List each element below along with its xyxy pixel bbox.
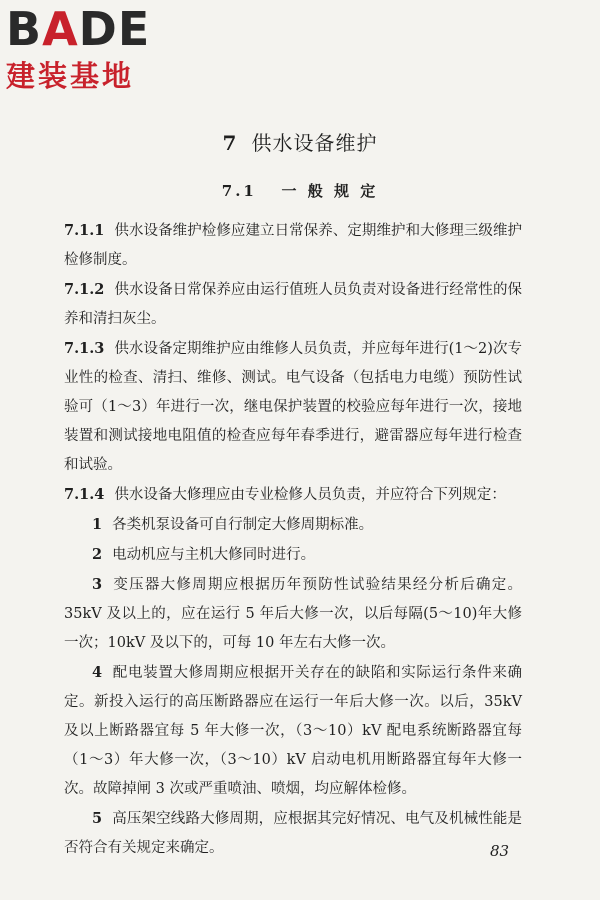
logo-subtitle: 建装基地 (6, 59, 135, 93)
section-title-text: 一 般 规 定 (281, 182, 379, 200)
clause-7-1-4: 7.1.4 供水设备大修理应由专业检修人员负责，并应符合下列规定： (64, 486, 506, 503)
list-item: 4 配电装置大修周期应根据开关存在的缺陷和实际运行条件来确定。新投入运行的高压断路器应在运行一年后大修一次。以后，35kV 及以上断路器宜每 5 年大修一次，（3～10）kV 配电系统断路器宜每（1～3）年大修一次，（3～10）kV 启动电机用断路器宜每年大修一次。故障掉闸 3 次或严重喷油、喷烟，均应解体检修。 (64, 664, 522, 797)
chapter-title-text: 供水设备维护 (251, 131, 378, 155)
logo-wordmark: BADE (6, 2, 151, 56)
section-number: 7.1 (221, 182, 257, 200)
list-item: 3 变压器大修周期应根据历年预防性试验结果经分析后确定。35kV 及以上的，应在运行 5 年后大修一次，以后每隔(5～10)年大修一次；10kV 及以下的，可每 10 年左右大修一次。 (64, 576, 522, 651)
document-body (64, 216, 522, 863)
clause-7-1-3: 7.1.3 供水设备定期维护应由维修人员负责，并应每年进行(1～2)次专业性的检查、清扫、维修、测试。电气设备（包括电力电缆）预防性试验可（1～3）年进行一次，继电保护装置的校验应每年进行一次，接地装置和测试接地电阻值的检查应每年春季进行，避雷器应每年进行检查和试验。 (64, 340, 522, 473)
chapter-title (0, 127, 600, 156)
clause-7-1-1: 7.1.1 供水设备维护检修应建立日常保养、定期维护和大修理三级维护检修制度。 (64, 222, 522, 268)
bade-logo (6, 4, 150, 94)
section-title (0, 180, 600, 201)
list-item: 5 高压架空线路大修周期，应根据其完好情况、电气及机械性能是否符合有关规定来确定。 (64, 810, 522, 856)
page-number: 83 (490, 842, 510, 860)
list-item: 1 各类机泵设备可自行制定大修周期标准。 (92, 516, 374, 533)
clause-7-1-2: 7.1.2 供水设备日常保养应由运行值班人员负责对设备进行经常性的保养和清扫灰尘。 (64, 281, 522, 327)
chapter-number: 7 (222, 131, 238, 155)
list-item: 2 电动机应与主机大修同时进行。 (92, 546, 316, 563)
